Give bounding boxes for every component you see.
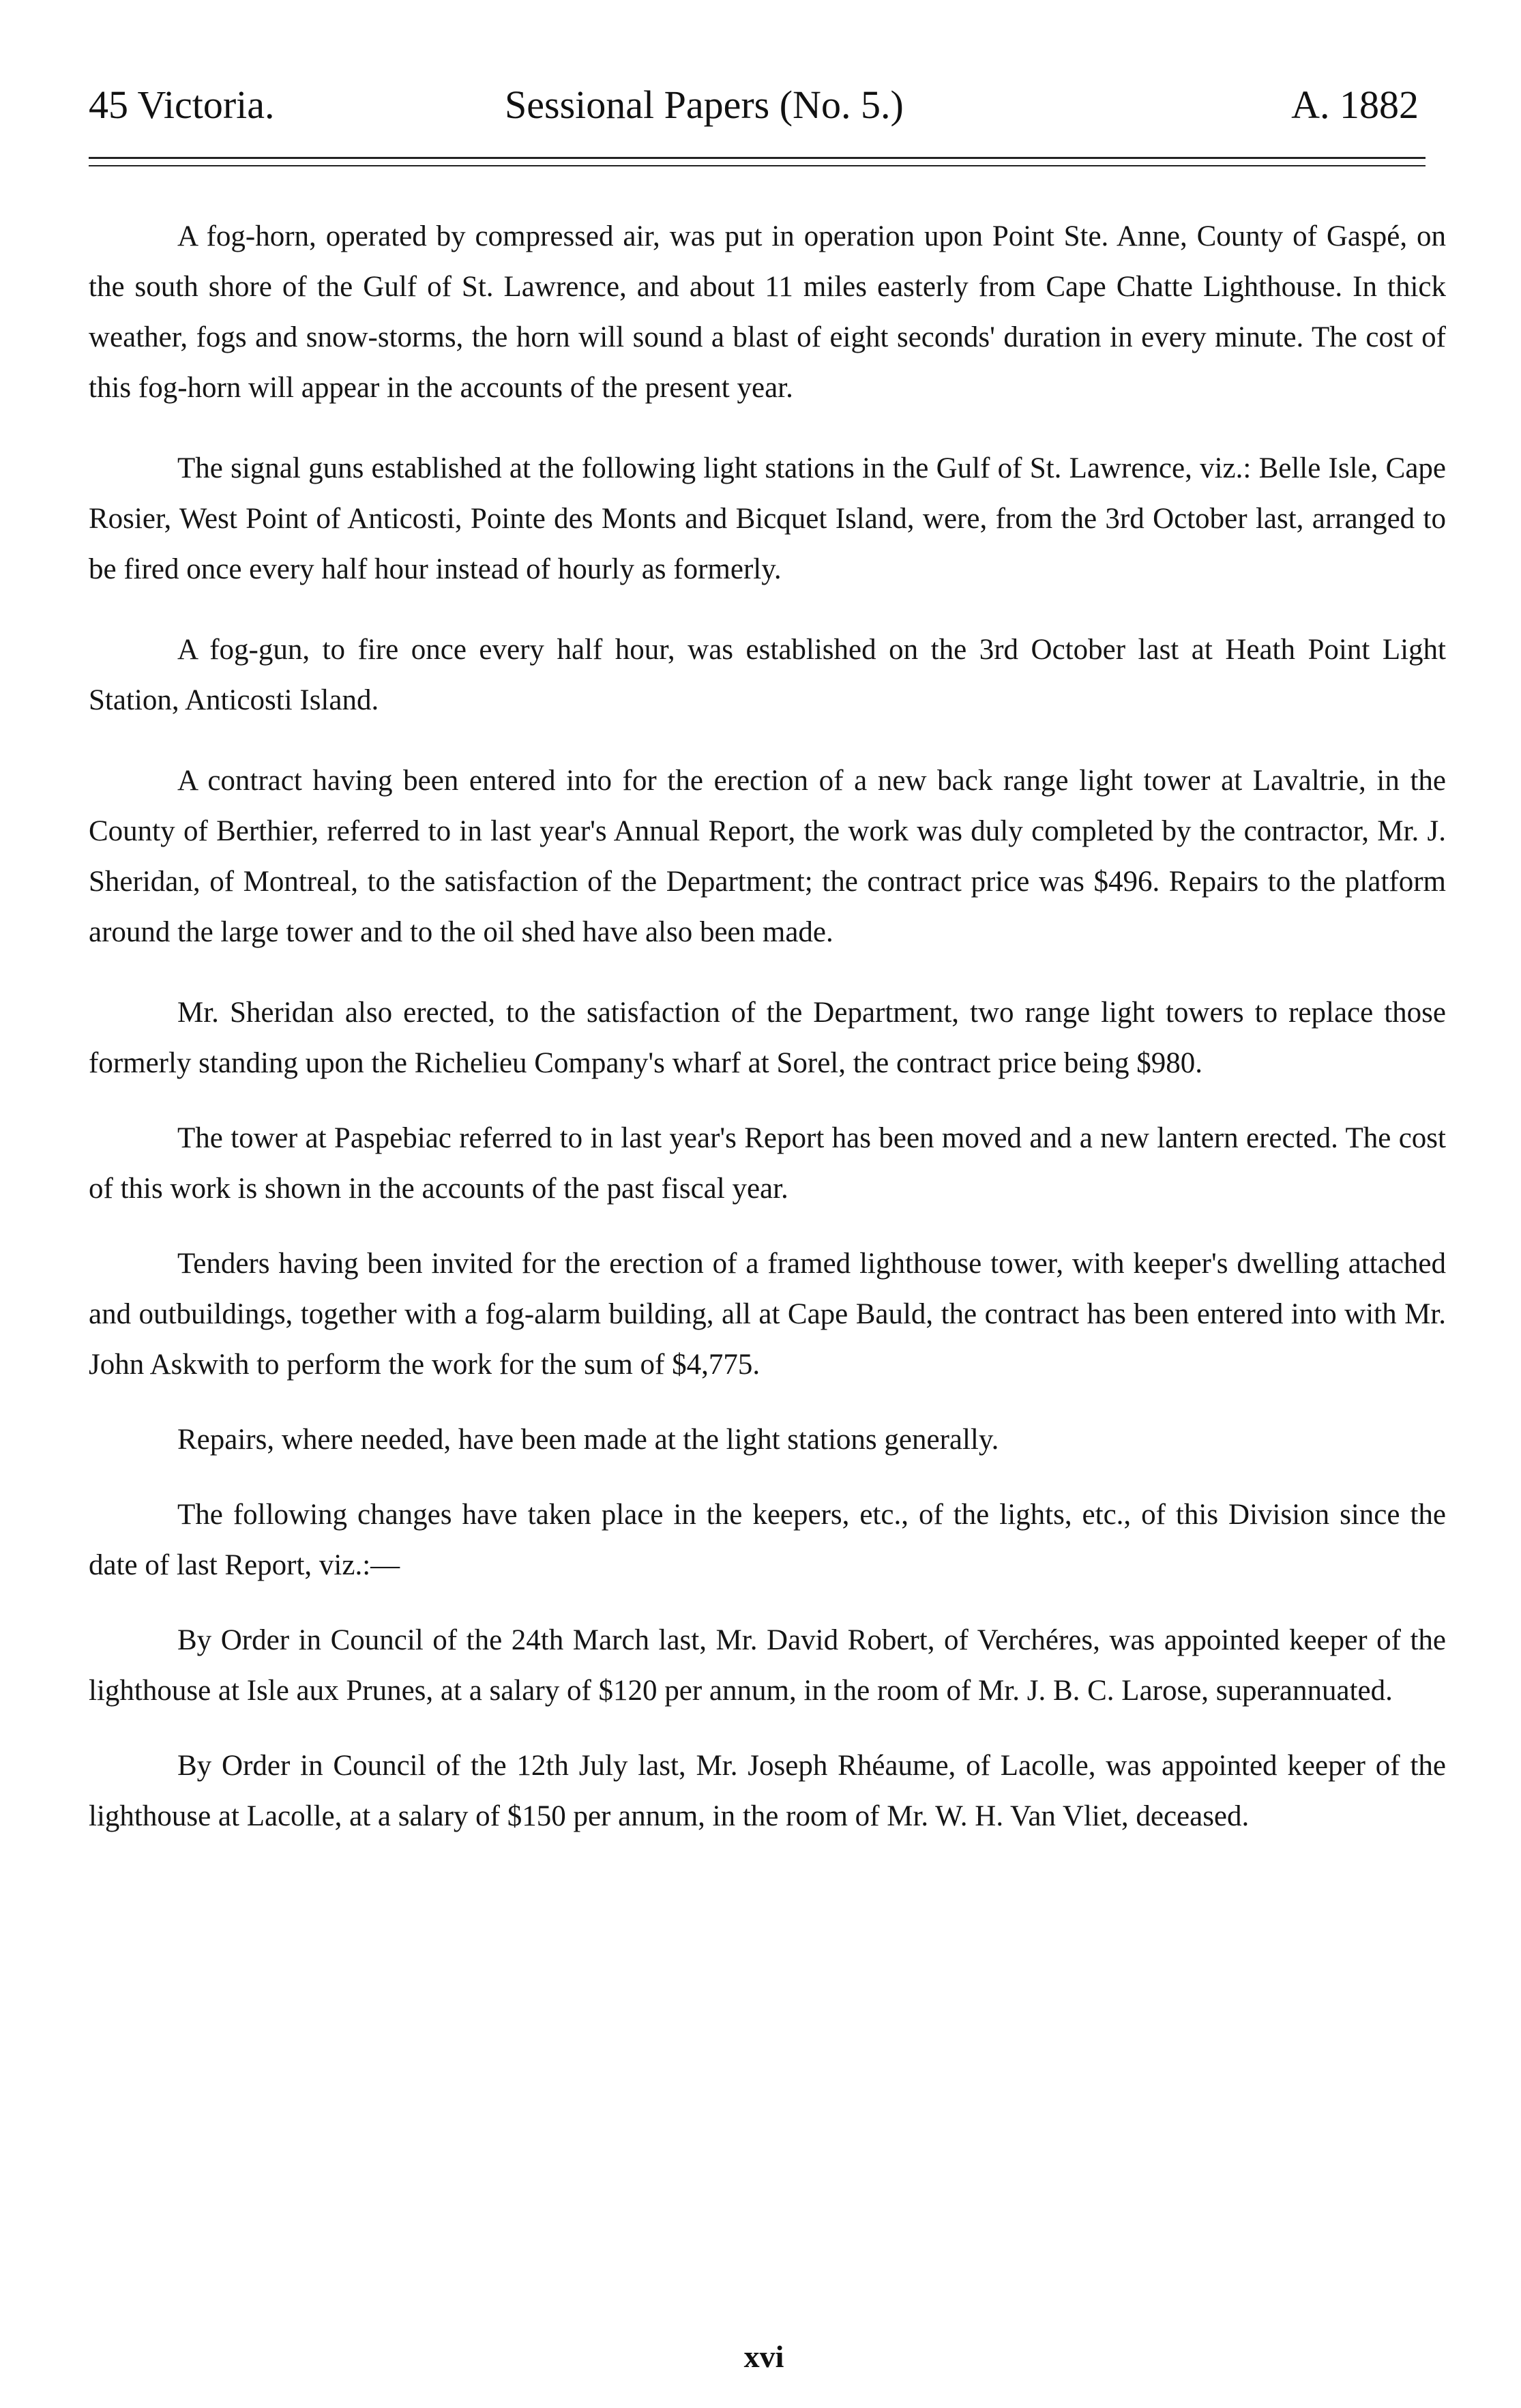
paragraph-fog-gun: A fog-gun, to fire once every half hour, was established on the 3rd October last at Heath Point Light Station, Anticosti Island.	[89, 634, 1446, 716]
paragraph-lacolle: By Order in Council of the 12th July last, Mr. Joseph Rhéaume, of Lacolle, was appointed keeper of the lighthouse at Lacolle, at a salary of $150 per annum, in the room of Mr. W. H. Van Vliet, deceased.	[89, 1750, 1446, 1832]
paragraph-isle-aux-prunes: By Order in Council of the 24th March last, Mr. David Robert, of Verchéres, was appointed keeper of the lighthouse at Isle aux Prunes, at a salary of $120 per annum, in the room of Mr. J. B. C. Larose, superannuated.	[89, 1624, 1446, 1707]
paragraph-cape-bauld: Tenders having been invited for the erection of a framed lighthouse tower, with keeper's dwelling attached and outbuildings, together with a fog-alarm building, all at Cape Bauld, the contract has been entered into with Mr. John Askwith to perform the work for the sum of $4,775.	[89, 1248, 1446, 1381]
header-volume: 45 Victoria.	[89, 83, 275, 127]
body-text	[89, 211, 1446, 1866]
page-number: xvi	[743, 2339, 784, 2374]
paragraph-fog-horn: A fog-horn, operated by compressed air, was put in operation upon Point Ste. Anne, County of Gaspé, on the south shore of the Gulf of St. Lawrence, and about 11 miles easterly from Cape Chatte Lighthouse. In thick weather, fogs and snow-storms, the horn will sound a blast of eight seconds' duration in every minute. The cost of this fog-horn will appear in the accounts of the present year.	[89, 220, 1446, 404]
paragraph-lavaltrie-contract: A contract having been entered into for the erection of a new back range light tower at Lavaltrie, in the County of Berthier, referred to in last year's Annual Report, the work was duly completed by the contractor, Mr. J. Sheridan, of Montreal, to the satisfaction of the Department; the contract price was $496. Repairs to the platform around the large tower and to the oil shed have also been made.	[89, 765, 1446, 948]
header-rule-top	[89, 157, 1426, 159]
header-rule-bottom	[89, 165, 1426, 166]
paragraph-sorel-towers: Mr. Sheridan also erected, to the satisfaction of the Department, two range light towers to replace those formerly standing upon the Richelieu Company's wharf at Sorel, the contract price being $980.	[89, 997, 1446, 1079]
document-page	[82, 75, 1446, 2381]
paragraph-keeper-changes: The following changes have taken place in the keepers, etc., of the lights, etc., of this Division since the date of last Report, viz.:—	[89, 1499, 1446, 1581]
header-year: A. 1882	[1291, 83, 1419, 127]
running-header	[82, 75, 1446, 150]
paragraph-signal-guns: The signal guns established at the following light stations in the Gulf of St. Lawrence, viz.: Belle Isle, Cape Rosier, West Point of Anticosti, Pointe des Monts and Bicquet Island, were, from the 3rd October last, arranged to be fired once every half hour instead of hourly as formerly.	[89, 452, 1446, 585]
header-title: Sessional Papers (No. 5.)	[505, 83, 904, 127]
paragraph-paspebiac: The tower at Paspebiac referred to in last year's Report has been moved and a new lantern erected. The cost of this work is shown in the accounts of the past fiscal year.	[89, 1122, 1446, 1205]
paragraph-repairs: Repairs, where needed, have been made at the light stations generally.	[177, 1424, 999, 1456]
